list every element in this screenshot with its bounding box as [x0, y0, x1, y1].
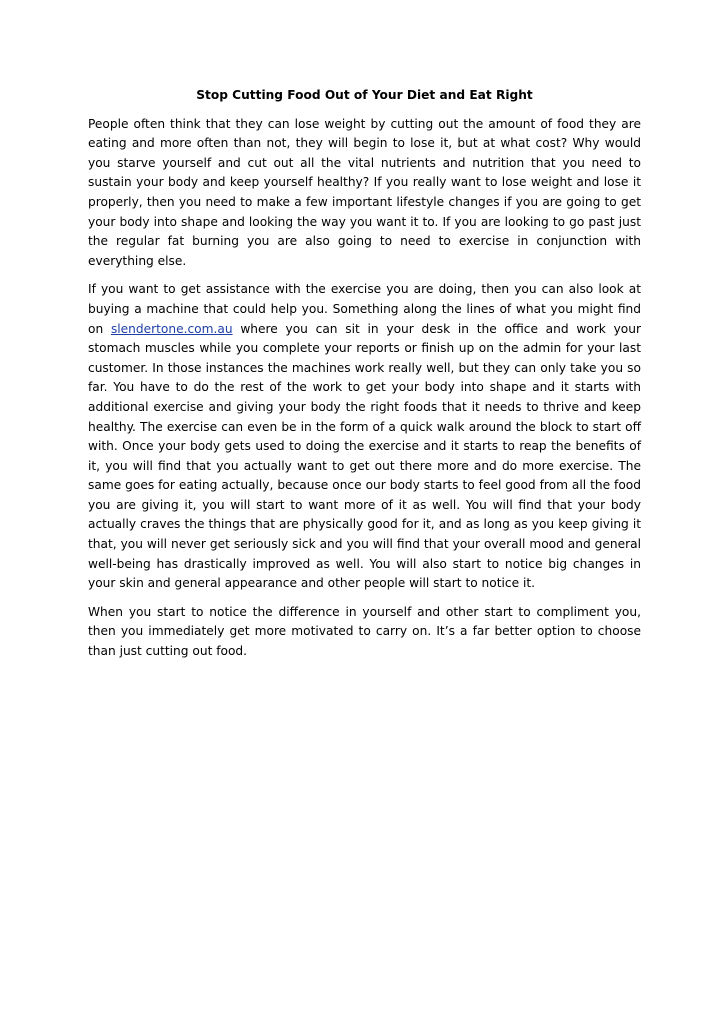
paragraph-2-text-after-link: where you can sit in your desk in the office and work your stomach muscles while you complete your reports or finish up on the admin for your last customer. In those instances the machines work really well, but they can only take you so far. You have to do the rest of the work to get your body into shape and it starts with additional exercise and giving your body the right foods that it needs to thrive and keep healthy. The exercise can even be in the form of a quick walk around the block to start off with. Once your body gets used to doing the exercise and it starts to reap the benefits of it, you will find that you actually want to get out there more and do more exercise. The same goes for eating actually, because once our body starts to feel good from all the food you are giving it, you will start to want more of it as well. You will find that your body actually craves the things that are physically good for it, and as long as you keep giving it that, you will never get seriously sick and you will find that your overall mood and general well-being has drastically improved as well. You will also start to notice big changes in your skin and general appearance and other people will start to notice it. [88, 321, 641, 591]
slendertone-link[interactable]: slendertone.com.au [110, 321, 233, 336]
paragraph-1: People often think that they can lose weight by cutting out the amount of food they are eating and more often than not, they will begin to lose it, but at what cost? Why would you starve yourself and cut out all the vital nutrients and nutrition that you need to sustain your body and keep yourself healthy? If you really want to lose weight and lose it properly, then you need to make a few important lifestyle changes if you are going to get your body into shape and looking the way you want it to. If you are looking to go past just the regular fat burning you are also going to need to exercise in conjunction with everything else. [88, 116, 641, 268]
paragraph-2 [88, 280, 641, 594]
paragraph-3: When you start to notice the difference in yourself and other start to compliment you, then you immediately get more motivated to carry on. It’s a far better option to choose than just cutting out food. [88, 604, 641, 659]
paragraph-2-text-before-link: If you want to get assistance with the exercise you are doing, then you can also look at buying a machine that could help you. Something along the lines of what you might find on [88, 282, 641, 336]
document-page [88, 86, 641, 671]
document-title: Stop Cutting Food Out of Your Diet and Eat Right [196, 88, 533, 102]
